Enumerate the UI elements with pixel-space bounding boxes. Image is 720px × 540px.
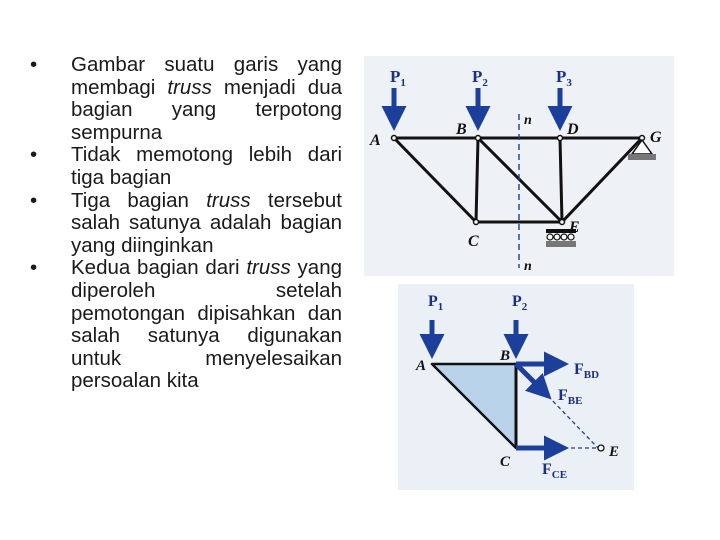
member-de [560,138,562,222]
load-p2-label: $P_2$ [472,67,488,89]
node-c-label: C [468,233,479,250]
section-label-top: n [524,113,532,128]
member-bc [476,138,478,222]
force-fbd-label: $F_{BD}$ [574,361,600,381]
joint-e [560,220,565,225]
load-p2-label: $P_2$ [512,293,528,313]
section-free-body-figure [398,284,634,490]
node-d-label: D [567,121,579,138]
bullet-item: • Tidak memotong lebih dari tiga bagian [30,143,342,189]
force-fce-label: $F_{CE}$ [542,461,568,481]
section-label-bottom: n [524,259,532,274]
bullet-dot: • [30,53,38,76]
joint-e [598,445,604,451]
section-shading [432,364,516,448]
node-e-label: E [569,219,580,236]
node-c-label: C [500,454,511,470]
bullet-item: • Tiga bagian truss tersebut salah satunya adalah bagian yang diinginkan [30,188,342,257]
node-g-label: G [650,129,662,146]
node-b-label: B [500,348,511,364]
bullet-list [30,54,342,393]
bullet-dot: • [30,188,38,212]
joint-b [476,136,481,141]
member-ac [394,138,476,222]
joint-c [474,220,479,225]
force-fbe-label: $F_{BE}$ [558,387,583,407]
bullet-item: • Kedua bagian dari truss yang diperoleh setelah pemotongan dipisahkan dan salah satunya digunakan untuk menyelesaikan persoalan kita [30,256,343,393]
load-p1-label: $P_1$ [390,67,406,89]
node-a-label: A [416,358,427,374]
bullet-dot: • [30,256,38,280]
bullet-dot: • [30,143,38,167]
force-fbe-arrow [516,364,548,396]
bullet-item: • Gambar suatu garis yang membagi truss menjadi dua bagian yang terpotong sempurna [30,53,342,144]
joint-d [558,136,563,141]
member-ge [562,138,642,222]
truss-members [394,138,642,222]
node-e-label: E [609,444,620,460]
load-arrows [394,88,560,126]
member-be [478,138,562,222]
load-p1-label: $P_1$ [428,293,444,313]
node-b-label: B [456,121,467,138]
node-a-label: A [370,132,381,149]
joint-a [392,136,397,141]
truss-figure [364,56,674,276]
load-p3-label: $P_3$ [556,67,572,89]
